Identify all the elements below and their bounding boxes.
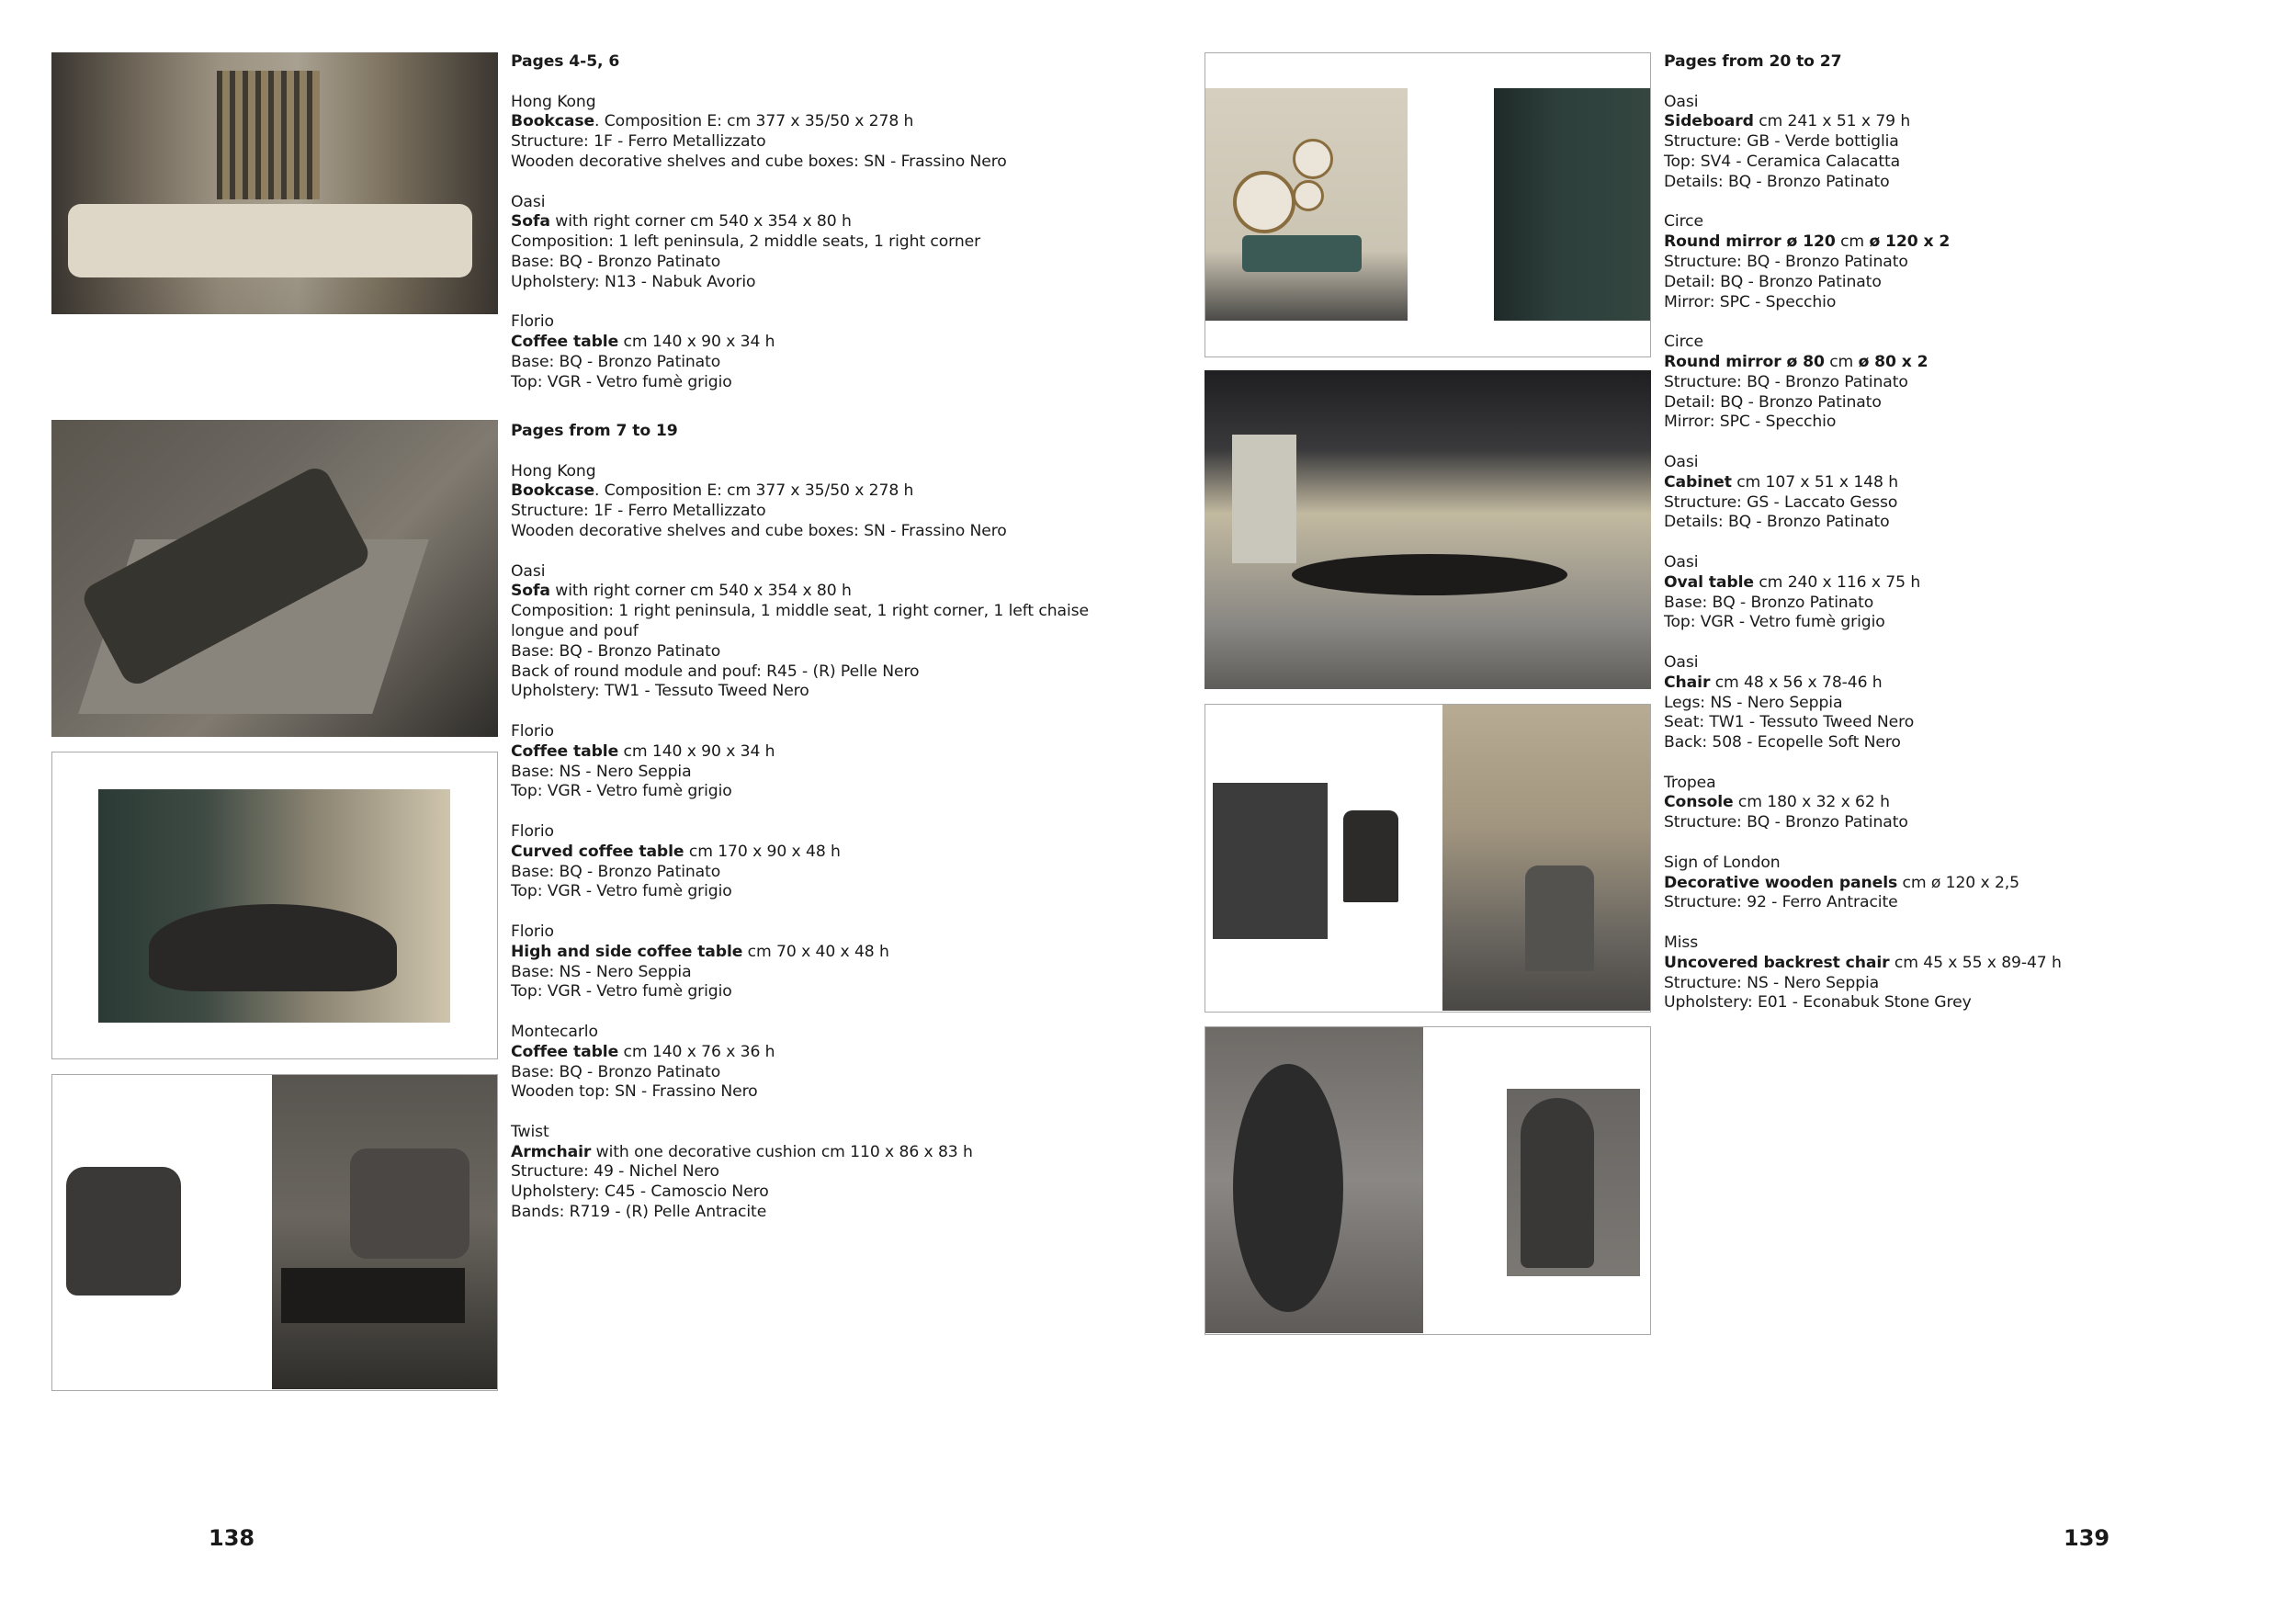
line-text: Wooden top: SN - Frassino Nero <box>511 1082 758 1102</box>
collection-name <box>511 312 1089 333</box>
line-text: Top: VGR - Vetro fumè grigio <box>511 982 732 1001</box>
spacer <box>1664 193 2062 213</box>
collection-name <box>511 922 1089 943</box>
line-text: Base: BQ - Bronzo Patinato <box>1664 593 1874 612</box>
line-text: Detail: BQ - Bronzo Patinato <box>1664 392 1882 412</box>
section-heading: Pages from 7 to 19 <box>511 422 678 440</box>
line-text: Upholstery: E01 - Econabuk Stone Grey <box>1664 993 1972 1013</box>
line-text: cm 240 x 116 x 75 h <box>1753 572 1921 592</box>
line-text: cm <box>1824 352 1859 371</box>
collection-name <box>511 1123 1089 1143</box>
line-text: Upholstery: C45 - Camoscio Nero <box>511 1182 769 1202</box>
spec-line <box>511 502 1089 522</box>
spacer <box>511 542 1089 562</box>
product-block <box>511 562 1089 703</box>
line-text: Top: SV4 - Ceramica Calacatta <box>1664 152 1901 171</box>
collection-name <box>1664 854 2062 874</box>
line-text: Legs: NS - Nero Seppia <box>1664 693 1843 712</box>
product-name: Coffee table <box>511 741 619 761</box>
spec-line <box>1664 173 2062 193</box>
product-line <box>1664 112 2062 132</box>
product-line <box>1664 232 2062 253</box>
spacer <box>511 902 1089 922</box>
line-text: Twist <box>511 1122 549 1141</box>
spacer <box>511 442 1089 462</box>
line-text: Oasi <box>1664 92 1699 111</box>
spec-line <box>1664 733 2062 753</box>
line-text: Upholstery: TW1 - Tessuto Tweed Nero <box>511 682 809 701</box>
spec-line <box>511 1082 1089 1103</box>
product-line <box>511 582 1089 602</box>
product-dimension: ø 80 x 2 <box>1858 352 1928 371</box>
spec-line <box>511 353 1089 373</box>
collection-name <box>1664 653 2062 673</box>
spacer <box>511 73 1089 93</box>
product-block <box>1664 933 2062 1013</box>
product-name: Sofa <box>511 212 550 232</box>
product-block <box>511 1123 1089 1223</box>
product-name: Oval table <box>1664 572 1754 592</box>
spec-line <box>511 153 1089 173</box>
spacer <box>1664 73 2062 93</box>
line-text: Miss <box>1664 933 1699 953</box>
product-name: Bookcase <box>511 112 595 131</box>
spec-line <box>1664 974 2062 994</box>
product-line <box>1664 673 2062 694</box>
product-line <box>511 843 1089 863</box>
page-number-left: 138 <box>209 1525 255 1551</box>
round-mirror-shape <box>1293 180 1324 211</box>
line-text: Hong Kong <box>511 92 596 111</box>
photo-frame-table-top-view <box>1205 1026 1651 1335</box>
line-text: Top: VGR - Vetro fumè grigio <box>511 882 732 901</box>
collection-name <box>511 562 1089 583</box>
table-shape <box>281 1268 465 1323</box>
product-line <box>511 112 1089 132</box>
line-text: Structure: GS - Laccato Gesso <box>1664 492 1898 512</box>
spec-line <box>1664 694 2062 714</box>
line-text: Base: NS - Nero Seppia <box>511 962 692 981</box>
product-block <box>511 922 1089 1002</box>
spec-line <box>511 863 1089 883</box>
spec-line <box>511 253 1089 273</box>
product-name: Round mirror ø 120 <box>1664 232 1836 252</box>
photo-dining-oval-table <box>1205 370 1651 689</box>
spec-line <box>1664 513 2062 533</box>
product-line <box>1664 874 2062 894</box>
photo-chairs-room <box>1442 705 1650 1011</box>
product-line <box>511 1143 1089 1163</box>
line-text: cm 107 x 51 x 148 h <box>1731 472 1898 492</box>
spec-line <box>1664 373 2062 393</box>
spec-line <box>511 622 1089 642</box>
product-name: Uncovered backrest chair <box>1664 953 1890 972</box>
round-mirror-shape <box>1293 139 1333 179</box>
cabinet-shape <box>1232 435 1296 563</box>
line-text: Circe <box>1664 333 1703 352</box>
line-text: Structure: BQ - Bronzo Patinato <box>1664 252 1908 271</box>
line-text: with one decorative cushion cm 110 x 86 x 83 h <box>591 1142 973 1161</box>
spec-line <box>511 882 1089 902</box>
product-line <box>1664 573 2062 594</box>
line-text: cm 140 x 90 x 34 h <box>618 741 775 761</box>
product-dimension: ø 120 x 2 <box>1869 232 1951 252</box>
line-text: Details: BQ - Bronzo Patinato <box>1664 172 1890 191</box>
line-text: Structure: 1F - Ferro Metallizzato <box>511 502 766 521</box>
product-block <box>511 93 1089 173</box>
spacer <box>511 393 1089 422</box>
photo-armchair-room <box>272 1075 497 1389</box>
spacer <box>1664 433 2062 453</box>
photo-sideboard-detail <box>1494 88 1650 321</box>
spacer <box>1664 833 2062 854</box>
chair-shape <box>1521 1098 1594 1268</box>
spec-line <box>1664 253 2062 273</box>
line-text: Circe <box>1664 212 1703 232</box>
spacer <box>511 293 1089 313</box>
line-text: Oasi <box>1664 552 1699 571</box>
collection-name <box>511 1023 1089 1043</box>
spec-line <box>1664 613 2062 633</box>
line-text: cm <box>1835 232 1870 252</box>
line-text: cm 45 x 55 x 89-47 h <box>1889 953 2062 972</box>
collection-name <box>511 93 1089 113</box>
spec-line <box>511 642 1089 662</box>
photo-frame-chairs <box>1205 704 1651 1013</box>
photo-sideboard-mirrors <box>1205 88 1408 321</box>
line-text: Florio <box>511 922 554 941</box>
line-text: Wooden decorative shelves and cube boxes: SN - Frassino Nero <box>511 152 1007 171</box>
armchair-shape <box>350 1148 469 1259</box>
product-block <box>511 1023 1089 1103</box>
product-block <box>1664 212 2062 312</box>
product-name: Cabinet <box>1664 472 1732 492</box>
spec-line <box>511 1182 1089 1203</box>
product-name: Round mirror ø 80 <box>1664 352 1825 371</box>
spec-line <box>1664 393 2062 413</box>
spec-line <box>511 232 1089 253</box>
chairs-shape <box>1213 783 1328 939</box>
collection-name <box>1664 933 2062 954</box>
line-text: Back: 508 - Ecopelle Soft Nero <box>1664 733 1901 752</box>
line-text: Structure: 49 - Nichel Nero <box>511 1162 719 1182</box>
line-text: Florio <box>511 821 554 841</box>
product-name: High and side coffee table <box>511 942 743 961</box>
product-block <box>511 193 1089 293</box>
spec-line <box>511 763 1089 783</box>
collection-name <box>1664 93 2062 113</box>
product-line <box>511 333 1089 353</box>
line-text: Base: BQ - Bronzo Patinato <box>511 862 721 881</box>
product-line <box>1664 353 2062 373</box>
line-text: cm 170 x 90 x 48 h <box>684 842 841 861</box>
product-name: Coffee table <box>511 1042 619 1061</box>
right-text-column <box>1664 52 2062 1013</box>
product-name: Sofa <box>511 582 550 601</box>
collection-name <box>511 462 1089 482</box>
spacer <box>1664 753 2062 774</box>
spacer <box>1664 533 2062 553</box>
oval-table-shape <box>1233 1064 1343 1312</box>
spec-line <box>511 963 1089 983</box>
line-text: Structure: NS - Nero Seppia <box>1664 973 1880 992</box>
line-text: Upholstery: N13 - Nabuk Avorio <box>511 272 756 291</box>
section-heading: Pages from 20 to 27 <box>1664 52 1842 71</box>
product-line <box>1664 954 2062 974</box>
spec-line <box>1664 713 2062 733</box>
spec-line <box>1664 413 2062 433</box>
spec-line <box>1664 893 2062 913</box>
spec-line <box>1664 493 2062 514</box>
photo-frame-twist-armchair <box>51 1074 498 1391</box>
product-block <box>1664 553 2062 633</box>
spec-line <box>1664 293 2062 313</box>
spec-line <box>511 682 1089 702</box>
collection-name <box>1664 453 2062 473</box>
product-block <box>511 312 1089 392</box>
product-line <box>511 212 1089 232</box>
photo-chair-detail <box>1507 1089 1640 1276</box>
product-line <box>511 1043 1089 1063</box>
photo-living-room-overview <box>51 420 498 737</box>
line-text: Top: VGR - Vetro fumè grigio <box>511 372 732 391</box>
line-text: . Composition E: cm 377 x 35/50 x 278 h <box>594 112 914 131</box>
line-text: Base: BQ - Bronzo Patinato <box>511 641 721 661</box>
spacer <box>511 702 1089 722</box>
line-text: Structure: 92 - Ferro Antracite <box>1664 893 1898 912</box>
collection-name <box>511 193 1089 213</box>
product-name: Decorative wooden panels <box>1664 873 1898 892</box>
sofa-shape <box>68 204 472 277</box>
spacer <box>511 1103 1089 1123</box>
spacer <box>511 802 1089 822</box>
product-name: Curved coffee table <box>511 842 684 861</box>
line-text: Base: BQ - Bronzo Patinato <box>511 252 721 271</box>
collection-name <box>511 822 1089 843</box>
spec-line <box>1664 153 2062 173</box>
product-name: Console <box>1664 793 1734 812</box>
bookcase-shape <box>217 71 320 199</box>
collection-name <box>1664 553 2062 573</box>
product-line <box>1664 473 2062 493</box>
line-text: cm 241 x 51 x 79 h <box>1753 112 1911 131</box>
spec-line <box>511 602 1089 622</box>
spec-line <box>511 273 1089 293</box>
line-text: cm 180 x 32 x 62 h <box>1733 793 1890 812</box>
photo-frame-sideboard-mirrors <box>1205 52 1651 357</box>
spec-line <box>1664 813 2062 833</box>
line-text: cm 48 x 56 x 78-46 h <box>1710 673 1883 692</box>
line-text: Bands: R719 - (R) Pelle Antracite <box>511 1203 767 1222</box>
spacer <box>511 173 1089 193</box>
line-text: Composition: 1 right peninsula, 1 middle seat, 1 right corner, 1 left chaise <box>511 602 1089 621</box>
product-block <box>1664 653 2062 753</box>
spec-line <box>511 132 1089 153</box>
product-block <box>1664 453 2062 533</box>
line-text: Structure: BQ - Bronzo Patinato <box>1664 813 1908 832</box>
line-text: cm 140 x 76 x 36 h <box>618 1042 775 1061</box>
product-block <box>1664 93 2062 193</box>
spacer <box>511 1002 1089 1023</box>
line-text: Florio <box>511 721 554 741</box>
product-block <box>1664 854 2062 913</box>
left-text-column <box>511 52 1089 1223</box>
product-name: Armchair <box>511 1142 592 1161</box>
spec-line <box>1664 132 2062 153</box>
spec-line <box>1664 273 2062 293</box>
product-line <box>511 943 1089 963</box>
line-text: Florio <box>511 312 554 332</box>
curved-sofa-shape <box>149 904 397 991</box>
product-line <box>511 742 1089 763</box>
line-text: Mirror: SPC - Specchio <box>1664 292 1837 311</box>
photo-chairs-cutout <box>1205 705 1442 1011</box>
line-text: Oasi <box>511 561 546 581</box>
photo-curved-sofa <box>98 789 450 1023</box>
line-text: with right corner cm 540 x 354 x 80 h <box>549 212 852 232</box>
line-text: Base: BQ - Bronzo Patinato <box>511 352 721 371</box>
spec-line <box>511 782 1089 802</box>
line-text: Oasi <box>1664 452 1699 471</box>
line-text: Montecarlo <box>511 1022 598 1041</box>
spec-line <box>511 1162 1089 1182</box>
line-text: Structure: 1F - Ferro Metallizzato <box>511 132 766 152</box>
product-block <box>511 722 1089 802</box>
line-text: Seat: TW1 - Tessuto Tweed Nero <box>1664 713 1915 732</box>
line-text: Sign of London <box>1664 853 1781 872</box>
section-heading: Pages 4-5, 6 <box>511 52 620 71</box>
line-text: Structure: GB - Verde bottiglia <box>1664 132 1899 152</box>
spacer <box>1664 312 2062 333</box>
line-text: Base: BQ - Bronzo Patinato <box>511 1062 721 1081</box>
collection-name <box>1664 774 2062 794</box>
product-block <box>511 462 1089 542</box>
collection-name <box>1664 212 2062 232</box>
product-name: Sideboard <box>1664 112 1754 131</box>
line-text: Composition: 1 left peninsula, 2 middle seats, 1 right corner <box>511 232 981 252</box>
collection-name <box>511 722 1089 742</box>
product-name: Chair <box>1664 673 1711 692</box>
line-text: Back of round module and pouf: R45 - (R) Pelle Nero <box>511 662 920 681</box>
line-text: Details: BQ - Bronzo Patinato <box>1664 513 1890 532</box>
spec-line <box>511 1203 1089 1223</box>
spacer <box>1664 913 2062 933</box>
product-line <box>1664 793 2062 813</box>
spec-line <box>1664 594 2062 614</box>
spec-line <box>511 522 1089 542</box>
line-text: Mirror: SPC - Specchio <box>1664 413 1837 432</box>
line-text: cm ø 120 x 2,5 <box>1897 873 2019 892</box>
line-text: Detail: BQ - Bronzo Patinato <box>1664 272 1882 291</box>
line-text: Tropea <box>1664 773 1716 792</box>
product-block <box>1664 774 2062 833</box>
product-name: Coffee table <box>511 333 619 352</box>
product-block <box>1664 333 2062 433</box>
line-text: . Composition E: cm 377 x 35/50 x 278 h <box>594 481 914 501</box>
spec-line <box>511 1063 1089 1083</box>
spec-line <box>511 373 1089 393</box>
line-text: Oasi <box>511 192 546 211</box>
collection-name <box>1664 333 2062 353</box>
sideboard-shape <box>1242 235 1362 272</box>
line-text: cm 140 x 90 x 34 h <box>618 333 775 352</box>
photo-table-top-view <box>1205 1027 1423 1333</box>
product-name: Bookcase <box>511 481 595 501</box>
oval-table-shape <box>1292 554 1567 595</box>
photo-frame-curved-sofa <box>51 752 498 1059</box>
round-mirror-shape <box>1233 171 1295 233</box>
spec-line <box>511 662 1089 683</box>
chair-shape <box>1525 866 1594 971</box>
page-number-right: 139 <box>2064 1525 2110 1551</box>
product-line <box>511 481 1089 502</box>
line-text: Top: VGR - Vetro fumè grigio <box>1664 613 1885 632</box>
line-text: Base: NS - Nero Seppia <box>511 762 692 781</box>
photo-hong-kong-bookcase-oasi-sofa <box>51 52 498 314</box>
line-text: cm 70 x 40 x 48 h <box>742 942 889 961</box>
line-text: Hong Kong <box>511 461 596 481</box>
line-text: Top: VGR - Vetro fumè grigio <box>511 782 732 801</box>
armchair-shape <box>66 1167 181 1296</box>
line-text: longue and pouf <box>511 621 639 640</box>
line-text: Structure: BQ - Bronzo Patinato <box>1664 372 1908 391</box>
photo-armchair-cutout <box>52 1075 272 1389</box>
spec-line <box>1664 993 2062 1013</box>
spacer <box>1664 633 2062 653</box>
chair-shape <box>1343 810 1398 902</box>
line-text: Oasi <box>1664 652 1699 672</box>
spec-line <box>511 982 1089 1002</box>
line-text: Wooden decorative shelves and cube boxes: SN - Frassino Nero <box>511 521 1007 540</box>
product-block <box>511 822 1089 902</box>
line-text: with right corner cm 540 x 354 x 80 h <box>549 582 852 601</box>
